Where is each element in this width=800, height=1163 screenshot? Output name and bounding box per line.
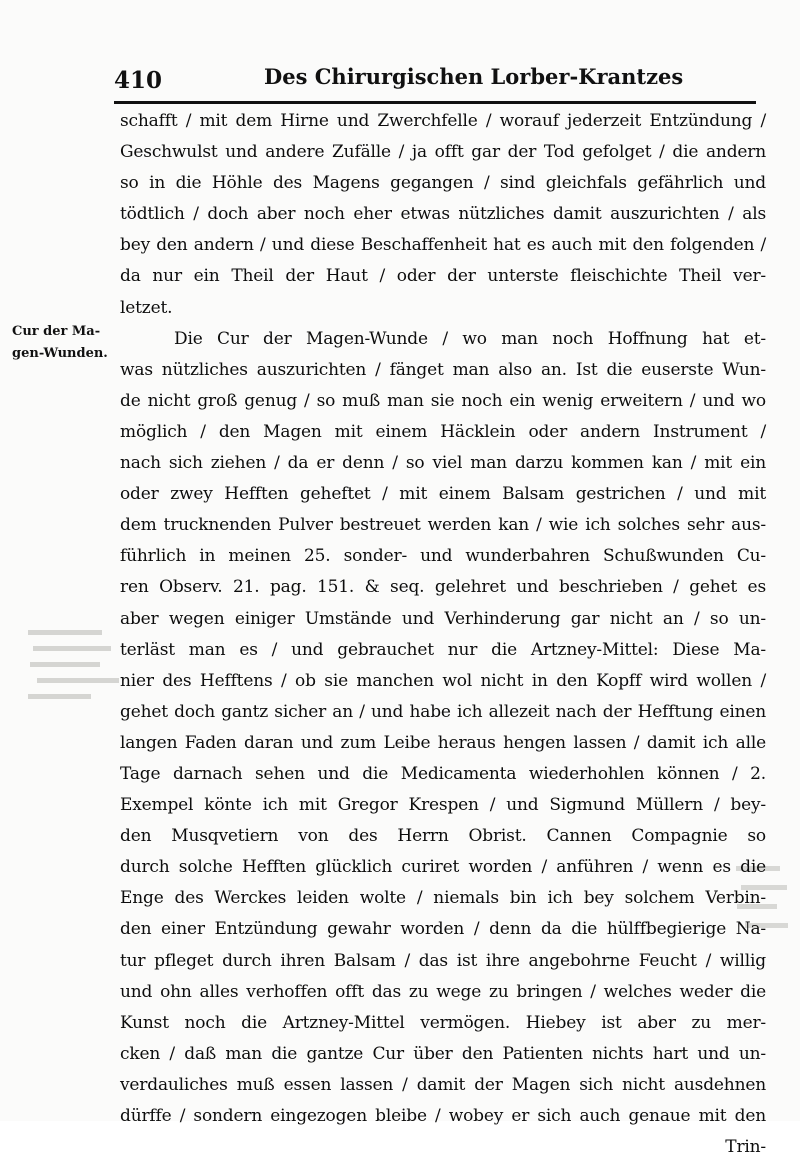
- header-rule: [114, 101, 756, 104]
- text-line: terläst man es / und gebrauchet nur die Artzney-Mittel: Diese Ma-: [120, 639, 766, 660]
- text-line: führlich in meinen 25. sonder- und wunderbahren Schußwunden Cu-: [120, 546, 766, 567]
- text-line: da nur ein Theil der Haut / oder der unterste fleischichte Theil ver-: [120, 266, 766, 287]
- text-line: aber wegen einiger Umstände und Verhinderung gar nicht an / so un-: [120, 608, 766, 629]
- text-line: de nicht groß genug / so muß man sie noch ein wenig erweitern / und wo: [120, 390, 766, 411]
- text-line: durch solche Hefften glücklich curiret worden / anführen / wenn es die: [120, 857, 766, 878]
- body-text: [120, 106, 766, 1163]
- text-line: so in die Höhle des Magens gegangen / sind gleichfals gefährlich und: [120, 173, 766, 194]
- margin-note-line: Cur der Ma-: [12, 324, 101, 339]
- text-line: Tage darnach sehen und die Medicamenta wiederhohlen können / 2.: [120, 763, 766, 784]
- margin-note-line: gen-Wunden.: [12, 346, 108, 361]
- text-line: gehet doch gantz sicher an / und habe ich allezeit nach der Hefftung einen: [120, 701, 766, 722]
- page-number: 410: [114, 67, 163, 94]
- margin-note: [12, 321, 116, 365]
- running-header: Des Chirurgischen Lorber-Krantzes: [264, 64, 684, 89]
- text-line: dürffe / sondern eingezogen bleibe / wobey er sich auch genaue mit den: [120, 1106, 766, 1126]
- text-line: Exempel könte ich mit Gregor Krespen / und Sigmund Müllern / bey-: [120, 795, 766, 816]
- text-line: schafft / mit dem Hirne und Zwerchfelle / worauf jederzeit Entzündung /: [120, 111, 766, 131]
- text-line: nach sich ziehen / da er denn / so viel man darzu kommen kan / mit ein: [120, 453, 766, 474]
- text-line: verdauliches muß essen lassen / damit der Magen sich nicht ausdehnen: [120, 1074, 766, 1095]
- text-line: ren Observ. 21. pag. 151. & seq. gelehret und beschrieben / gehet es: [120, 577, 766, 598]
- text-line: Enge des Werckes leiden wolte / niemals bin ich bey solchem Verbin-: [120, 888, 766, 909]
- text-line: bey den andern / und diese Beschaffenheit hat es auch mit den folgenden /: [120, 235, 766, 256]
- show-through-shadow: [28, 628, 124, 712]
- text-line: den einer Entzündung gewahr worden / denn da die hülffbegierige Na-: [120, 919, 766, 940]
- text-line: cken / daß man die gantze Cur über den Patienten nichts hart und un-: [120, 1043, 766, 1064]
- text-line: dem trucknenden Pulver bestreuet werden kan / wie ich solches sehr aus-: [120, 515, 766, 536]
- text-line: was nützliches auszurichten / fänget man also an. Ist die euserste Wun-: [120, 359, 766, 380]
- text-line: und ohn alles verhoffen offt das zu wege zu bringen / welches weder die: [120, 981, 766, 1002]
- text-line: tödtlich / doch aber noch eher etwas nützliches damit auszurichten / als: [120, 204, 766, 225]
- text-line: Kunst noch die Artzney-Mittel vermögen. Hiebey ist aber zu mer-: [120, 1012, 766, 1033]
- text-line: letzet.: [120, 297, 173, 318]
- text-line: tur pfleget durch ihren Balsam / das ist ihre angebohrne Feucht / willig: [120, 950, 766, 971]
- text-line: oder zwey Hefften geheftet / mit einem Balsam gestrichen / und mit: [120, 484, 766, 505]
- text-line: Die Cur der Magen-Wunde / wo man noch Hoffnung hat et-: [174, 328, 766, 349]
- text-line: den Musqvetiern von des Herrn Obrist. Cannen Compagnie so: [120, 826, 766, 847]
- text-line: langen Faden daran und zum Leibe heraus hengen lassen / damit ich alle: [120, 732, 766, 753]
- text-line: nier des Hefftens / ob sie manchen wol nicht in den Kopff wird wollen /: [120, 670, 766, 691]
- text-line: Geschwulst und andere Zufälle / ja offt gar der Tod gefolget / die andern: [120, 142, 766, 163]
- catchword: Trin-: [725, 1137, 766, 1158]
- text-line: möglich / den Magen mit einem Häcklein oder andern Instrument /: [120, 421, 766, 442]
